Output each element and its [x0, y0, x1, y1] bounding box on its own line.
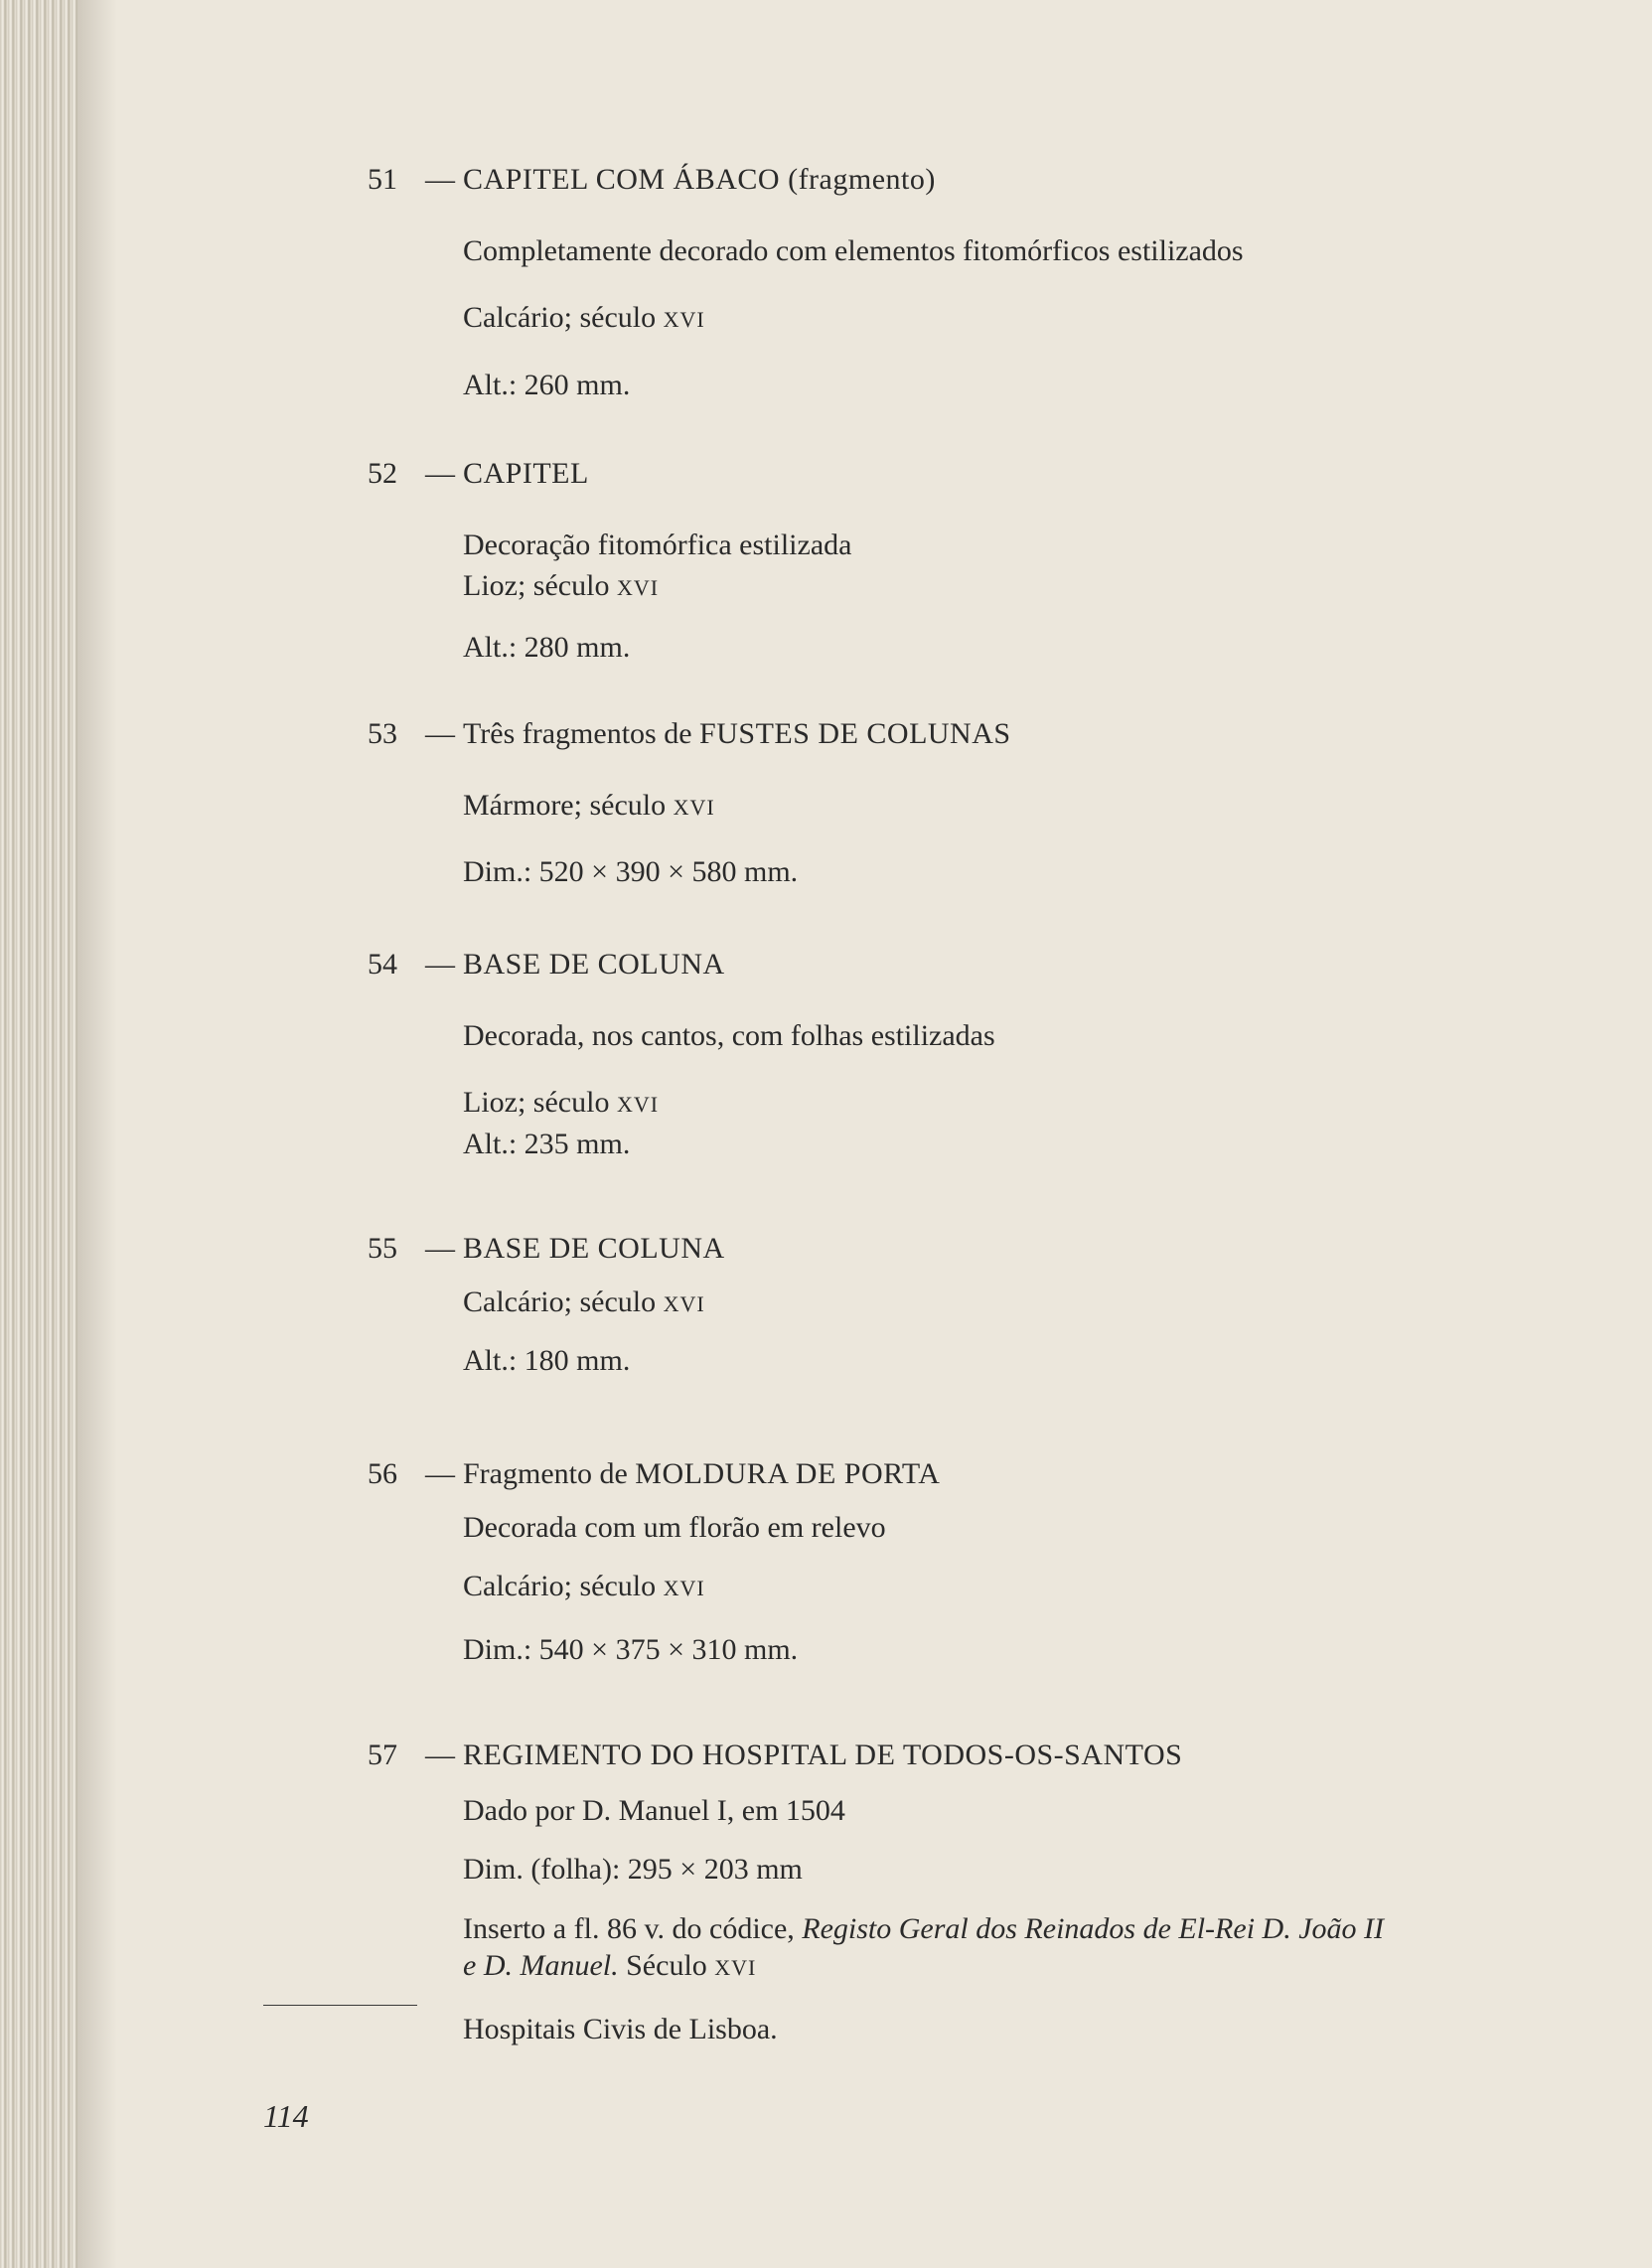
codex-title-cont: e D. Manuel.: [463, 1949, 619, 1982]
century-label: XVI: [616, 575, 660, 600]
entry-heading: [368, 715, 1011, 753]
entry-title-prefix: Fragmento de: [463, 1457, 628, 1490]
entry-title: CAPITEL: [463, 457, 589, 490]
century-label: XVI: [663, 1290, 705, 1316]
entry-measure: Alt.: 180 mm.: [463, 1344, 631, 1377]
entry-heading: [368, 1737, 1384, 1774]
century-label: XVI: [673, 794, 715, 820]
entry-material: Lioz; século XVI: [463, 1086, 660, 1119]
entry-material: Calcário; século XVI: [463, 301, 705, 334]
catalogue-entry-54: [368, 946, 995, 1162]
entry-description: Decoração fitomórfica estilizada: [463, 528, 852, 561]
entry-measure: Dim.: 540 × 375 × 310 mm.: [463, 1632, 799, 1666]
entry-heading: [368, 455, 851, 493]
page-edge: [0, 0, 77, 2268]
entry-dash: —: [425, 1457, 455, 1490]
entry-title: CAPITEL COM ÁBACO (fragmento): [463, 163, 936, 196]
entry-title: BASE DE COLUNA: [463, 1232, 725, 1265]
entry-measure: Alt.: 235 mm.: [463, 1127, 631, 1160]
footnote-rule: [263, 2005, 417, 2006]
gutter-shadow: [77, 0, 117, 2268]
catalogue-entry-51: [368, 161, 1244, 403]
entry-title-prefix: Três fragmentos de: [463, 717, 692, 750]
entry-measure: Alt.: 280 mm.: [463, 630, 631, 664]
catalogue-entry-53: [368, 715, 1011, 891]
entry-material: Calcário; século XVI: [463, 1570, 705, 1602]
catalogue-entry-52: [368, 455, 851, 666]
catalogue-entry-57: [368, 1737, 1384, 2047]
entry-measure: Dim. (folha): 295 × 203 mm: [463, 1853, 803, 1886]
entry-heading: [368, 161, 1244, 199]
entry-heading: [368, 1455, 940, 1493]
entry-dash: —: [425, 717, 455, 750]
century-label: XVI: [616, 1092, 660, 1117]
century-label: XVI: [714, 1955, 757, 1980]
entry-title: BASE DE COLUNA: [463, 948, 725, 981]
entry-number: 56: [368, 1457, 397, 1490]
entry-dash: —: [425, 948, 455, 981]
page-number: 114: [263, 2098, 309, 2134]
century-label: XVI: [663, 1576, 705, 1600]
entry-number: 57: [368, 1739, 397, 1771]
entry-dash: —: [425, 1739, 455, 1771]
entry-material: Mármore; século XVI: [463, 788, 715, 822]
entry-material: Calcário; século XVI: [463, 1285, 705, 1318]
entry-measure: Dim.: 520 × 390 × 580 mm.: [463, 855, 799, 888]
entry-description: Dado por D. Manuel I, em 1504: [463, 1793, 845, 1827]
entry-material: Lioz; século XVI: [463, 569, 660, 602]
entry-insert: Inserto a fl. 86 v. do códice, Registo Geral dos Reinados de El-Rei D. João II: [463, 1911, 1384, 1945]
entry-number: 53: [368, 717, 397, 750]
entry-location: Hospitais Civis de Lisboa.: [463, 2012, 778, 2045]
entry-insert-cont: e D. Manuel. Século XVI: [463, 1949, 757, 1982]
entry-number: 51: [368, 163, 397, 196]
entry-dash: —: [425, 163, 455, 196]
entry-title: REGIMENTO DO HOSPITAL DE TODOS-OS-SANTOS: [463, 1739, 1183, 1771]
entry-heading: [368, 1230, 725, 1268]
entry-number: 54: [368, 948, 397, 981]
catalogue-entry-55: [368, 1230, 725, 1380]
entry-description: Decorada com um florão em relevo: [463, 1510, 886, 1544]
codex-title: Registo Geral dos Reinados de El-Rei D. João II: [802, 1911, 1384, 1945]
entry-measure: Alt.: 260 mm.: [463, 368, 631, 401]
catalogue-entry-56: [368, 1455, 940, 1668]
entry-number: 55: [368, 1232, 397, 1265]
entry-title: FUSTES DE COLUNAS: [699, 717, 1011, 750]
entry-number: 52: [368, 457, 397, 490]
century-label: XVI: [663, 307, 705, 332]
entry-description: Completamente decorado com elementos fitomórficos estilizados: [463, 233, 1244, 267]
entry-description: Decorada, nos cantos, com folhas estilizadas: [463, 1018, 995, 1052]
entry-dash: —: [425, 457, 455, 490]
entry-title: MOLDURA DE PORTA: [635, 1457, 941, 1490]
entry-dash: —: [425, 1232, 455, 1265]
entry-heading: [368, 946, 995, 983]
